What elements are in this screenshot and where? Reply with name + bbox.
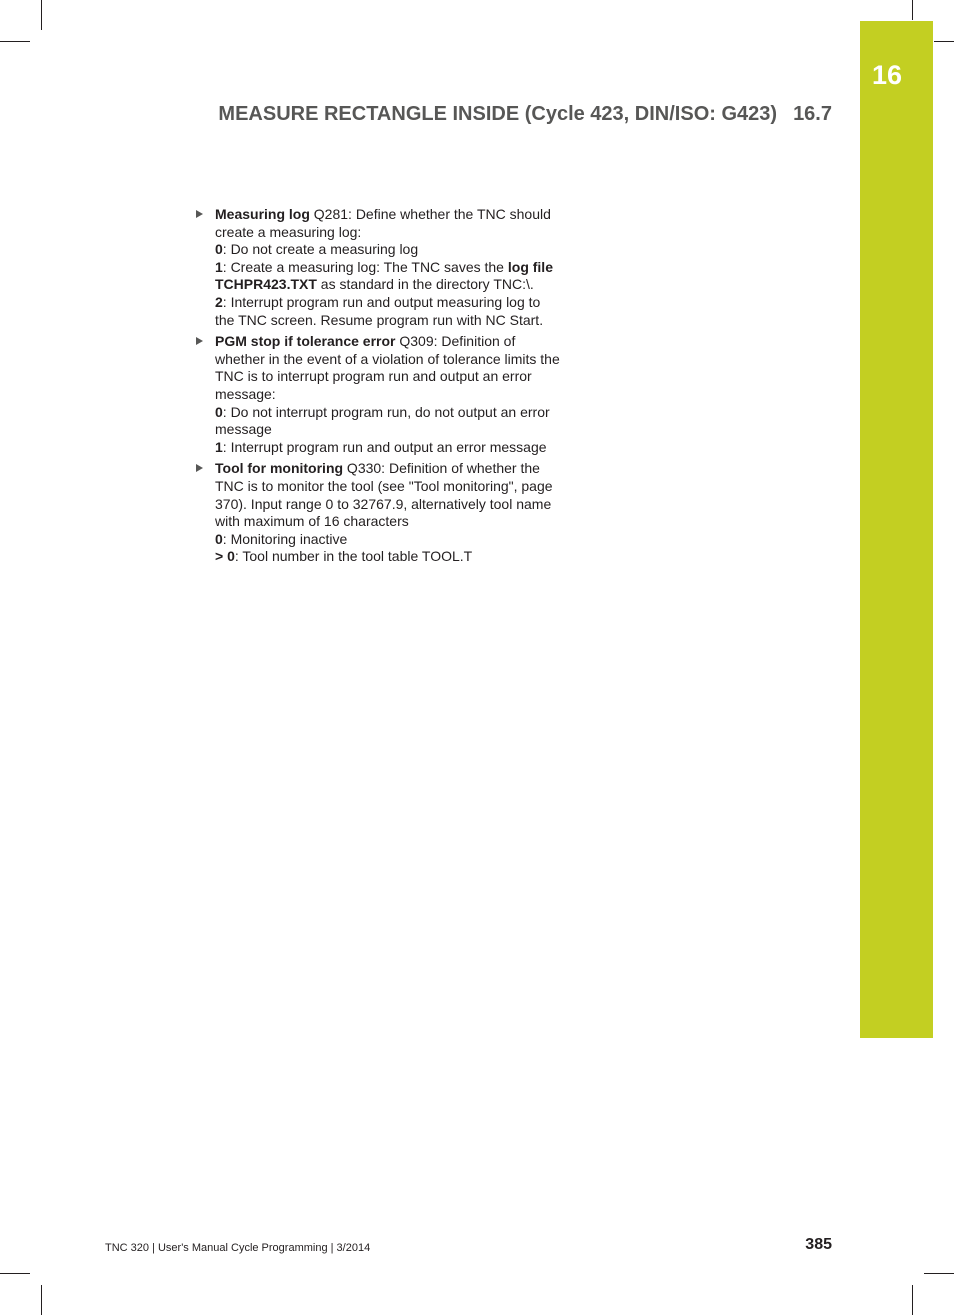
item-option: 2: Interrupt program run and output measuring log to the TNC screen. Resume program run with NC Start. <box>215 293 544 328</box>
item-option: 0: Monitoring inactive <box>215 530 348 547</box>
triangle-bullet-icon <box>196 337 203 345</box>
list-item <box>195 460 560 566</box>
crop-mark <box>41 1285 42 1315</box>
header-section: 16.7 <box>793 103 832 125</box>
item-term: Tool for monitoring <box>215 460 344 477</box>
triangle-bullet-icon <box>196 464 203 472</box>
chapter-tab <box>860 21 933 1038</box>
crop-mark <box>934 41 954 42</box>
page-number: 385 <box>805 1236 832 1253</box>
item-option: 0: Do not interrupt program run, do not output an error message <box>215 403 550 438</box>
page-header <box>150 103 832 126</box>
item-term: Measuring log <box>215 206 310 222</box>
crop-mark <box>924 1273 954 1274</box>
list-item <box>195 333 560 456</box>
list-item <box>195 206 560 329</box>
footer-text: TNC 320 | User's Manual Cycle Programming | 3/2014 <box>105 1242 371 1254</box>
crop-mark <box>41 0 42 30</box>
item-option: 1: Create a measuring log: The TNC saves the log file TCHPR423.TXT as standard in the directory TNC:\. <box>215 258 553 293</box>
item-option: > 0: Tool number in the tool table TOOL.T <box>215 548 473 565</box>
crop-mark <box>912 1285 913 1315</box>
chapter-number: 16 <box>871 60 903 90</box>
item-option: 1: Interrupt program run and output an error message <box>215 438 547 455</box>
parameter-list <box>195 206 560 570</box>
crop-mark <box>912 0 913 20</box>
crop-mark <box>0 41 30 42</box>
triangle-bullet-icon <box>196 210 203 218</box>
item-option: 0: Do not create a measuring log <box>215 241 419 258</box>
crop-mark <box>0 1273 30 1274</box>
item-intro: Measuring log Q281: Define whether the TNC should create a measuring log: <box>215 206 551 240</box>
item-term: PGM stop if tolerance error <box>215 333 396 350</box>
header-title: MEASURE RECTANGLE INSIDE (Cycle 423, DIN/ISO: G423) <box>218 103 778 125</box>
item-intro: Tool for monitoring Q330: Definition of whether the TNC is to monitor the tool (see "Tool monitoring", page 370). Input range 0 to 32767.9, alternatively tool name with maximum of 16 characters <box>215 460 553 530</box>
item-intro: PGM stop if tolerance error Q309: Definition of whether in the event of a violation of tolerance limits the TNC is to interrupt program run and output an error message: <box>215 333 560 402</box>
